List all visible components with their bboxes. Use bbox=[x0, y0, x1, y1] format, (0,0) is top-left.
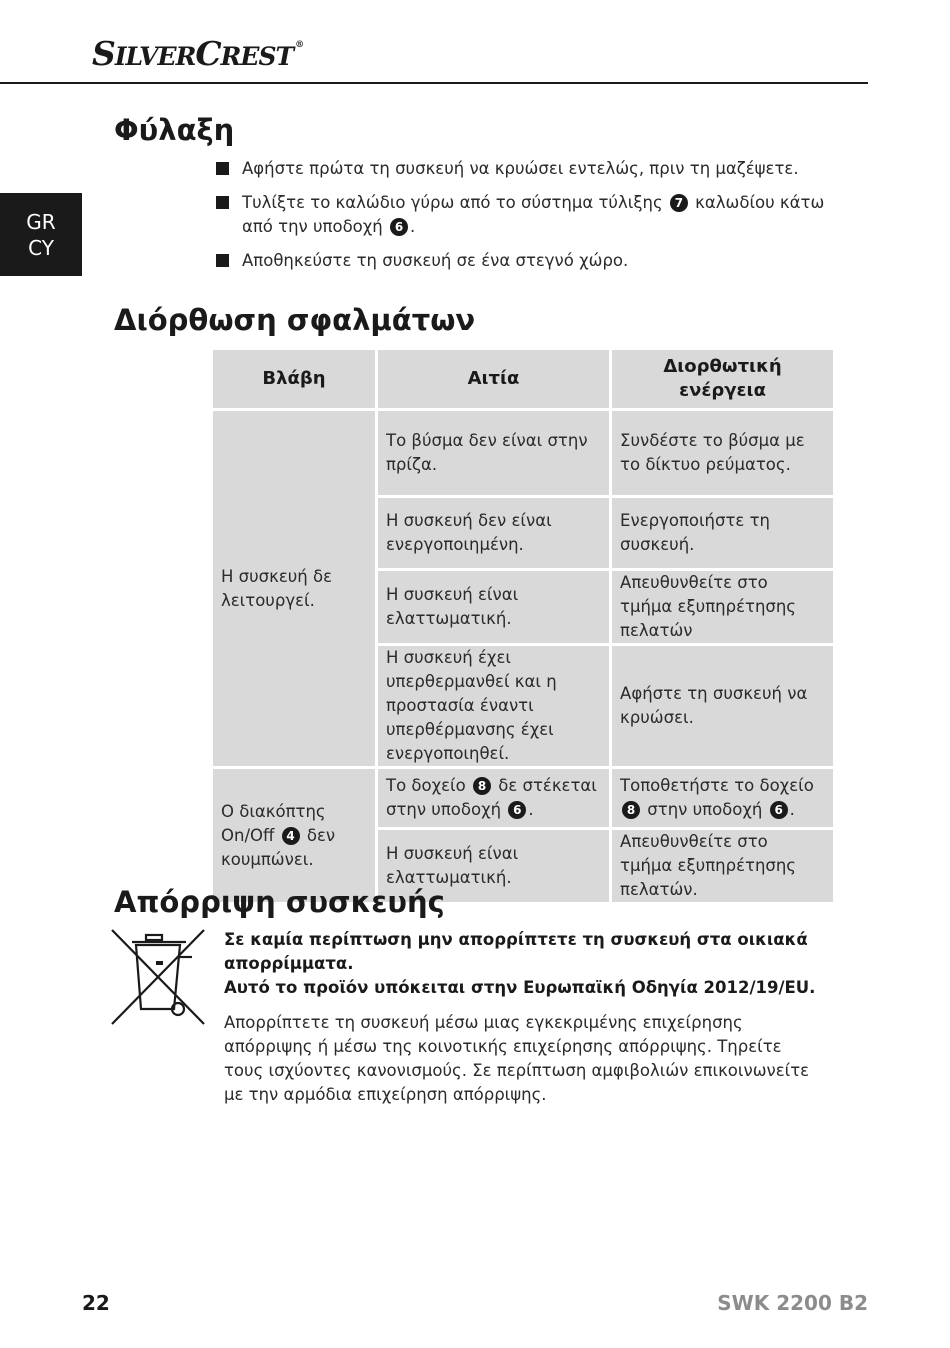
part-number-badge: 7 bbox=[670, 194, 688, 212]
crossed-out-wheelie-bin-icon bbox=[108, 927, 208, 1027]
fault-cell: Ο διακόπτης On/Off 4 δεν κουμπώνει. bbox=[212, 768, 377, 904]
list-item: Αποθηκεύστε τη συσκευή σε ένα στεγνό χώρο. bbox=[216, 249, 836, 273]
cause-cell: Το δοχείο 8 δε στέκεται στην υποδοχή 6 . bbox=[377, 768, 611, 829]
lang-code-gr: GR bbox=[26, 209, 56, 234]
action-cell: Αφήστε τη συσκευή να κρυώσει. bbox=[611, 645, 835, 768]
part-number-badge: 6 bbox=[390, 218, 408, 236]
part-number-badge: 4 bbox=[282, 827, 300, 845]
storage-bullet-list bbox=[216, 157, 836, 283]
page-number: 22 bbox=[82, 1291, 110, 1315]
model-number: SWK 2200 B2 bbox=[717, 1291, 868, 1315]
table-row bbox=[212, 410, 835, 497]
header-divider bbox=[0, 82, 868, 84]
cause-cell: Η συσκευή έχει υπερθερμανθεί και η προστασία έναντι υπερθέρμανσης έχει ενεργοποιηθεί. bbox=[377, 645, 611, 768]
part-number-badge: 6 bbox=[770, 801, 788, 819]
column-header-fault: Βλάβη bbox=[212, 349, 377, 410]
column-header-action: Διορθωτική ενέργεια bbox=[611, 349, 835, 410]
storage-heading: Φύλαξη bbox=[114, 113, 235, 147]
column-header-cause: Αιτία bbox=[377, 349, 611, 410]
cause-cell: Η συσκευή δεν είναι ενεργοποιημένη. bbox=[377, 497, 611, 570]
action-cell: Συνδέστε το βύσμα με το δίκτυο ρεύματος. bbox=[611, 410, 835, 497]
disposal-paragraph: Απορρίπτετε τη συσκευή μέσω μιας εγκεκριμένης επιχείρησης απόρριψης ή μέσω της κοινοτικής επιχείρησης απόρριψης. Τηρείτε τους ισχύοντες κανονισμούς. Σε περίπτωση αμφιβολιών επικοινωνείτε με την αρμόδια επιχείρηση απόρριψης. bbox=[224, 1013, 810, 1104]
list-item: Τυλίξτε το καλώδιο γύρω από το σύστημα τύλιξης 7 καλωδίου κάτω από την υποδοχή 6 . bbox=[216, 191, 836, 239]
table-header-row bbox=[212, 349, 835, 410]
troubleshooting-heading: Διόρθωση σφαλμάτων bbox=[114, 303, 476, 337]
part-number-badge: 6 bbox=[508, 801, 526, 819]
brand-logo: SILVERCREST ® bbox=[92, 34, 304, 73]
fault-cell: Η συσκευή δε λειτουργεί. bbox=[212, 410, 377, 768]
cause-cell: Η συσκευή είναι ελαττωματική. bbox=[377, 829, 611, 904]
square-bullet-icon bbox=[216, 254, 229, 267]
square-bullet-icon bbox=[216, 162, 229, 175]
action-cell: Τοποθετήστε το δοχείο 8 στην υποδοχή 6 . bbox=[611, 768, 835, 829]
list-item: Αφήστε πρώτα τη συσκευή να κρυώσει εντελώς, πριν τη μαζέψετε. bbox=[216, 157, 836, 181]
lang-code-cy: CY bbox=[28, 235, 54, 260]
part-number-badge: 8 bbox=[622, 801, 640, 819]
action-cell: Απευθυνθείτε στο τμήμα εξυπηρέτησης πελατών. bbox=[611, 829, 835, 904]
action-cell: Απευθυνθείτε στο τμήμα εξυπηρέτησης πελατών bbox=[611, 570, 835, 645]
disposal-heading: Απόρριψη συσκευής bbox=[114, 885, 445, 919]
table-row bbox=[212, 768, 835, 829]
action-cell: Ενεργοποιήστε τη συσκευή. bbox=[611, 497, 835, 570]
part-number-badge: 8 bbox=[473, 777, 491, 795]
language-tab bbox=[0, 193, 82, 276]
troubleshooting-table bbox=[210, 347, 836, 905]
cause-cell: Η συσκευή είναι ελαττωματική. bbox=[377, 570, 611, 645]
square-bullet-icon bbox=[216, 196, 229, 209]
disposal-warning: Σε καμία περίπτωση μην απορρίπτετε τη συσκευή στα οικιακά απορρίμματα. Αυτό το προϊόν υπόκειται στην Ευρωπαϊκή Οδηγία 2012/19/EU. bbox=[224, 930, 816, 997]
cause-cell: Το βύσμα δεν είναι στην πρίζα. bbox=[377, 410, 611, 497]
